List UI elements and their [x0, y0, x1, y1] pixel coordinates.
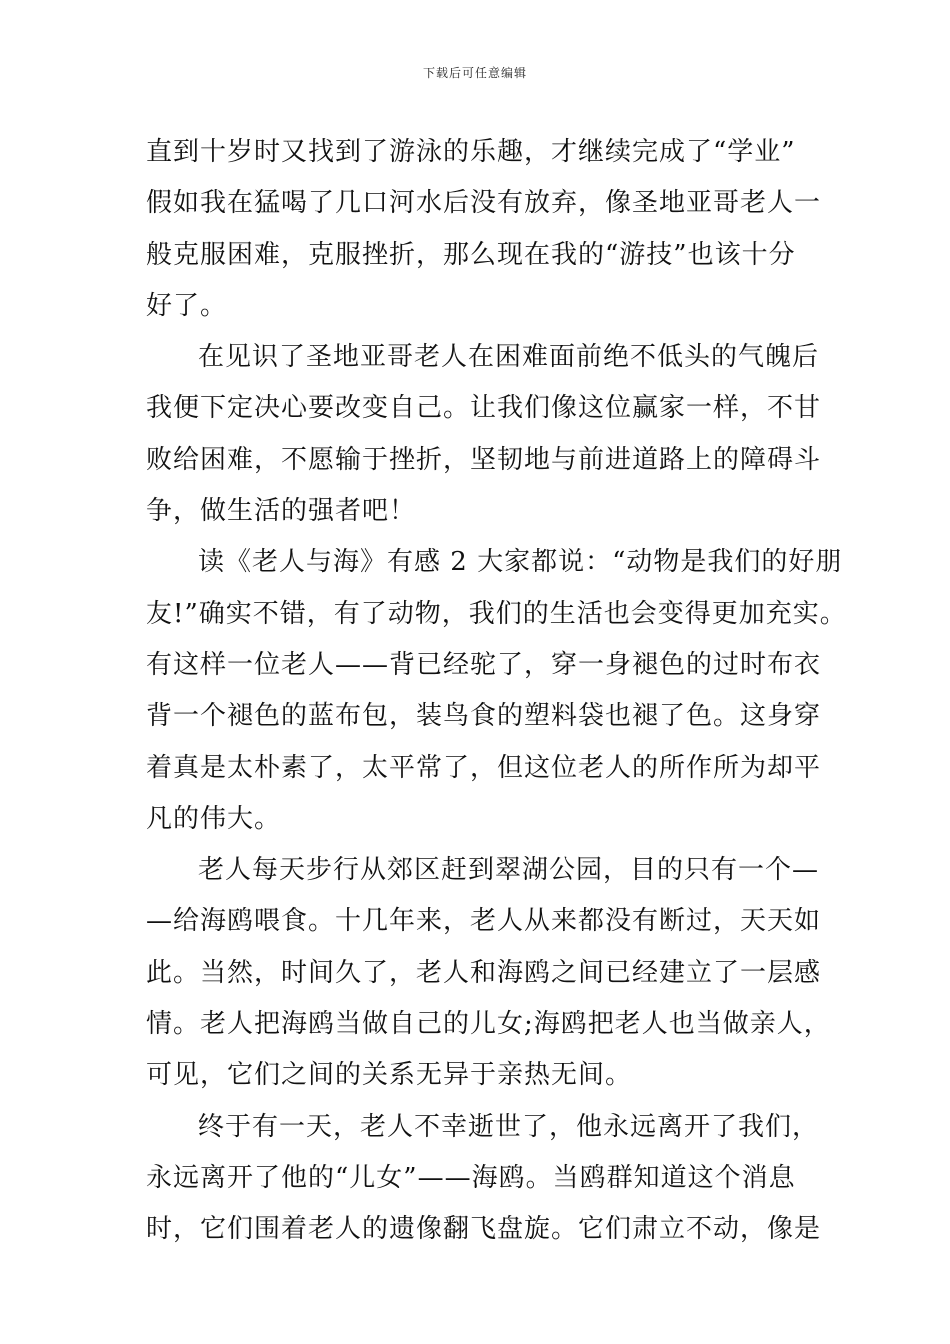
- text-line: —给海鸥喂食。十几年来，老人从来都没有断过，天天如: [146, 906, 822, 937]
- page-header-caption: 下载后可任意编辑: [422, 66, 527, 80]
- text-line: 时，它们围着老人的遗像翻飞盘旋。它们肃立不动，像是: [146, 1214, 822, 1245]
- text-line: 着真是太朴素了，太平常了，但这位老人的所作所为却平: [146, 752, 822, 783]
- text-line: 直到十岁时又找到了游泳的乐趣，才继续完成了“学业”: [146, 137, 796, 167]
- text-line: 可见，它们之间的关系无异于亲热无间。: [146, 1060, 633, 1091]
- text-line: 友!”确实不错，有了动物，我们的生活也会变得更加充实。: [146, 598, 847, 629]
- text-line: 凡的伟大。: [146, 803, 282, 834]
- text-line: 永远离开了他的“儿女”——海鸥。当鸥群知道这个消息: [146, 1162, 796, 1193]
- text-line: 背一个褪色的蓝布包，装鸟食的塑料袋也褪了色。这身穿: [146, 701, 822, 732]
- text-line: 有这样一位老人——背已经驼了，穿一身褪色的过时布衣: [146, 649, 822, 680]
- text-line: 情。老人把海鸥当做自己的儿女;海鸥把老人也当做亲人，: [146, 1009, 831, 1040]
- text-line: 般克服困难，克服挫折，那么现在我的“游技”也该十分: [146, 239, 796, 270]
- text-line: 假如我在猛喝了几口河水后没有放弃，像圣地亚哥老人一: [146, 188, 822, 219]
- text-line: 争，做生活的强者吧！: [146, 496, 417, 527]
- text-line: 败给困难，不愿输于挫折，坚韧地与前进道路上的障碍斗: [146, 444, 822, 475]
- text-line: 此。当然，时间久了，老人和海鸥之间已经建立了一层感: [146, 957, 822, 988]
- paragraph-first-line: 终于有一天，老人不幸逝世了，他永远离开了我们，: [198, 1111, 820, 1142]
- document-body: [146, 127, 847, 1256]
- text-line: 好了。: [146, 290, 228, 321]
- paragraph-first-line: 老人每天步行从郊区赶到翠湖公园，目的只有一个—: [198, 855, 820, 886]
- paragraph-first-line: 在见识了圣地亚哥老人在困难面前绝不低头的气魄后: [198, 342, 820, 373]
- text-line: 我便下定决心要改变自己。让我们像这位赢家一样，不甘: [146, 393, 822, 424]
- paragraph-first-line: 读《老人与海》有感 2 大家都说：“动物是我们的好朋: [198, 547, 843, 578]
